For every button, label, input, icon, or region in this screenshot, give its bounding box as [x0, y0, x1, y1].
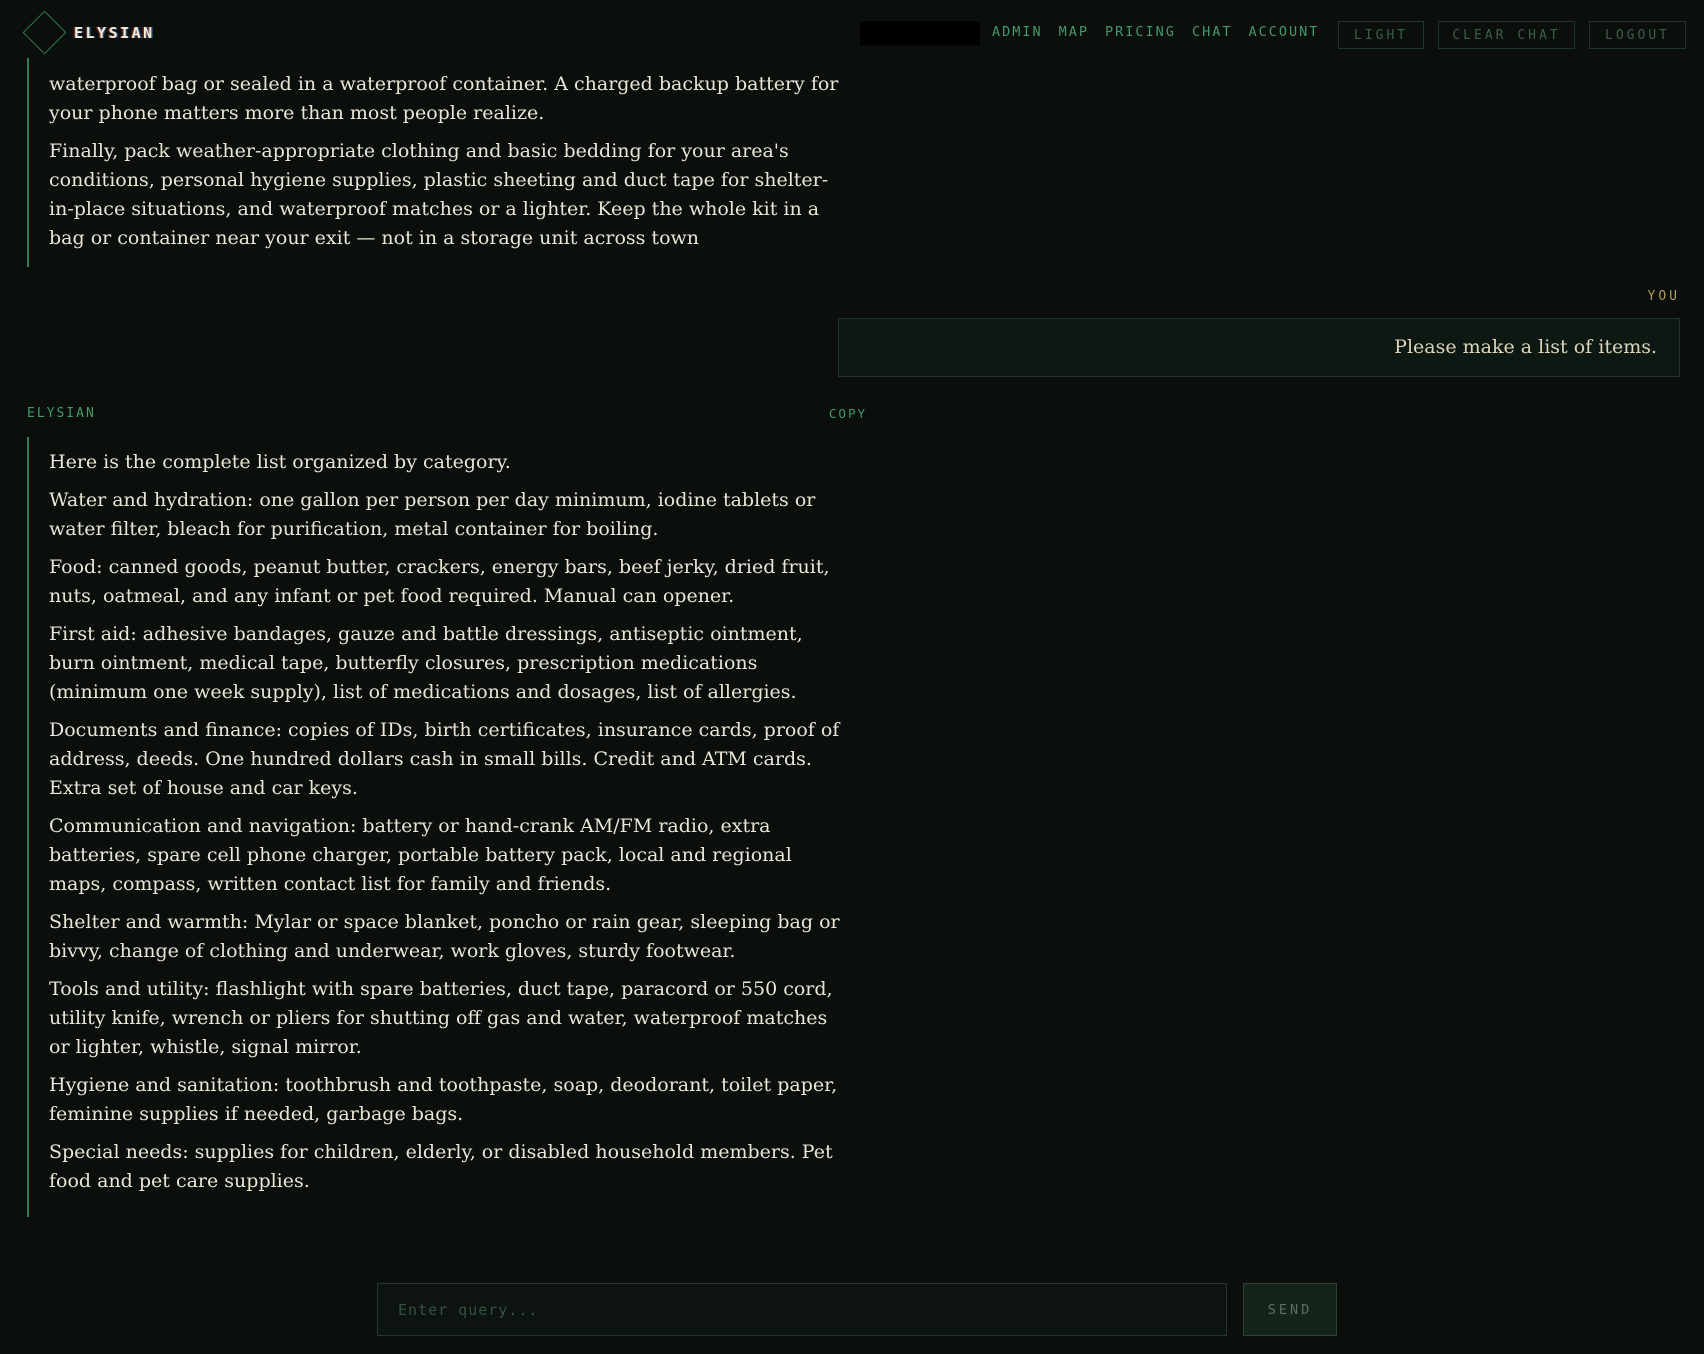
assistant-message [27, 405, 867, 1217]
message-paragraph: First aid: adhesive bandages, gauze and battle dressings, antiseptic ointment, burn ointment, medical tape, butterfly closures, prescription medications (minimum one week supply), list of medications and dosages, list of allergies. [49, 623, 803, 703]
assistant-message-label: ELYSIAN [27, 405, 96, 421]
message-paragraph: Communication and navigation: battery or hand-crank AM/FM radio, extra batteries, spare cell phone charger, portable battery pack, local and regional maps, compass, written contact list for family and friends. [49, 815, 792, 895]
message-paragraph: Tools and utility: flashlight with spare batteries, duct tape, paracord or 550 cord, utility knife, wrench or pliers for shutting off gas and water, waterproof matches or lighter, whistle, signal mirror. [49, 978, 833, 1058]
user-message-bubble [838, 318, 1680, 377]
clear-chat-button[interactable]: CLEAR CHAT [1438, 21, 1575, 49]
message-paragraph: Special needs: supplies for children, elderly, or disabled household members. Pet food and pet care supplies. [49, 1141, 833, 1192]
copy-button[interactable]: COPY [828, 405, 867, 421]
message-paragraph: Documents and finance: copies of IDs, birth certificates, insurance cards, proof of address, deeds. One hundred dollars cash in small bills. Credit and ATM cards. Extra set of house and car keys. [49, 719, 840, 799]
query-input[interactable] [377, 1283, 1227, 1336]
diamond-logo-icon [23, 11, 67, 55]
user-message [838, 289, 1680, 377]
brand-title: ELYSIAN [74, 24, 155, 42]
nav-link-pricing[interactable]: PRICING [1105, 24, 1176, 40]
nav-link-admin[interactable]: ADMIN [992, 24, 1043, 40]
main-nav [992, 0, 1319, 64]
send-button[interactable]: SEND [1243, 1283, 1337, 1336]
nav-link-map[interactable]: MAP [1058, 24, 1090, 40]
message-paragraph: Here is the complete list organized by category. [49, 451, 511, 473]
brand-logo [22, 10, 66, 54]
message-paragraph: Finally, pack weather-appropriate clothing and basic bedding for your area's conditions, personal hygiene supplies, plastic sheeting and duct tape for shelter-in-place situations, and waterproof matches or a lighter. Keep the whole kit in a bag or container near your exit — not in a storage unit across town [49, 140, 829, 249]
message-paragraph: waterproof bag or sealed in a waterproof container. A charged backup battery for your phone matters more than most people realize. [49, 73, 839, 124]
logout-button[interactable]: LOGOUT [1589, 21, 1686, 49]
light-theme-button[interactable]: LIGHT [1338, 21, 1424, 49]
assistant-message-partial [27, 58, 841, 267]
message-paragraph: Water and hydration: one gallon per person per day minimum, iodine tablets or water filter, bleach for purification, metal container for boiling. [49, 489, 816, 540]
message-paragraph: Shelter and warmth: Mylar or space blanket, poncho or rain gear, sleeping bag or bivvy, change of clothing and underwear, work gloves, sturdy footwear. [49, 911, 840, 962]
assistant-message-header [27, 405, 867, 421]
nav-link-chat[interactable]: CHAT [1191, 24, 1233, 40]
user-message-label: YOU [1647, 289, 1680, 304]
message-paragraph: Food: canned goods, peanut butter, crackers, energy bars, beef jerky, dried fruit, nuts, oatmeal, and any infant or pet food required. Manual can opener. [49, 556, 830, 607]
message-paragraph: Hygiene and sanitation: toothbrush and toothpaste, soap, deodorant, toilet paper, feminine supplies if needed, garbage bags. [49, 1074, 838, 1125]
user-message-text: Please make a list of items. [1394, 336, 1657, 358]
header [0, 0, 1704, 64]
redacted-block [860, 21, 980, 45]
assistant-message-body [27, 437, 841, 1217]
nav-link-account[interactable]: ACCOUNT [1248, 24, 1320, 40]
